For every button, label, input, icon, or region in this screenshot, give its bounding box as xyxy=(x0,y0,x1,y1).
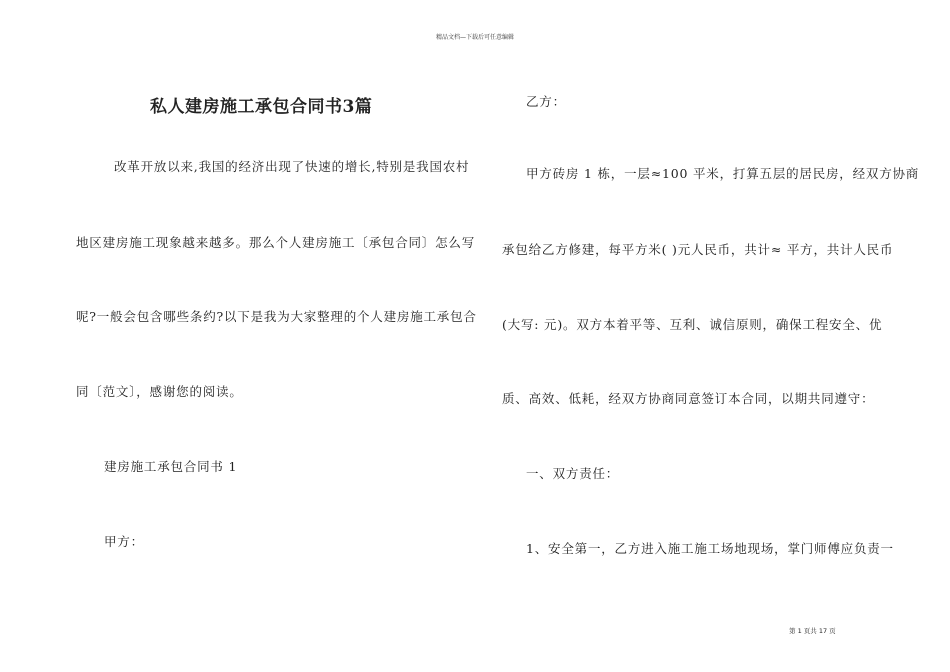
document-title: 私人建房施工承包合同书3篇 xyxy=(150,97,373,117)
section-heading: 建房施工承包合同书 1 xyxy=(104,459,238,474)
paragraph-line: 甲方砖房 1 栋，一层≈100 平米，打算五层的居民房，经双方协商 xyxy=(526,166,920,181)
paragraph-line: 1、安全第一，乙方进入施工施工场地现场，掌门师傅应负责一 xyxy=(526,541,894,556)
paragraph-line: 呢?一般会包含哪些条约?以下是我为大家整理的个人建房施工承包合 xyxy=(76,309,477,324)
party-a-label: 甲方： xyxy=(104,534,144,549)
party-b-label: 乙方： xyxy=(526,94,566,109)
paragraph-line: 地区建房施工现象越来越多。那么个人建房施工〔承包合同〕怎么写 xyxy=(76,235,476,250)
section-heading: 一、双方责任： xyxy=(526,466,620,481)
header-note: 精品文档—下载后可任意编辑 xyxy=(435,34,514,41)
paragraph-line: 同〔范文〕，感谢您的阅读。 xyxy=(76,384,243,399)
paragraph-line: 承包给乙方修建，每平方米( )元人民币，共计≈ 平方，共计人民币 xyxy=(502,242,894,257)
page-number: 第 1 页共 17 页 xyxy=(789,627,836,635)
paragraph-line: 质、高效、低耗，经双方协商同意签订本合同，以期共同遵守： xyxy=(502,391,875,406)
paragraph-line: (大写: 元)。双方本着平等、互利、诚信原则，确保工程安全、优 xyxy=(502,317,883,332)
paragraph-line: 改革开放以来,我国的经济出现了快速的增长,特别是我国农村 xyxy=(114,159,470,174)
